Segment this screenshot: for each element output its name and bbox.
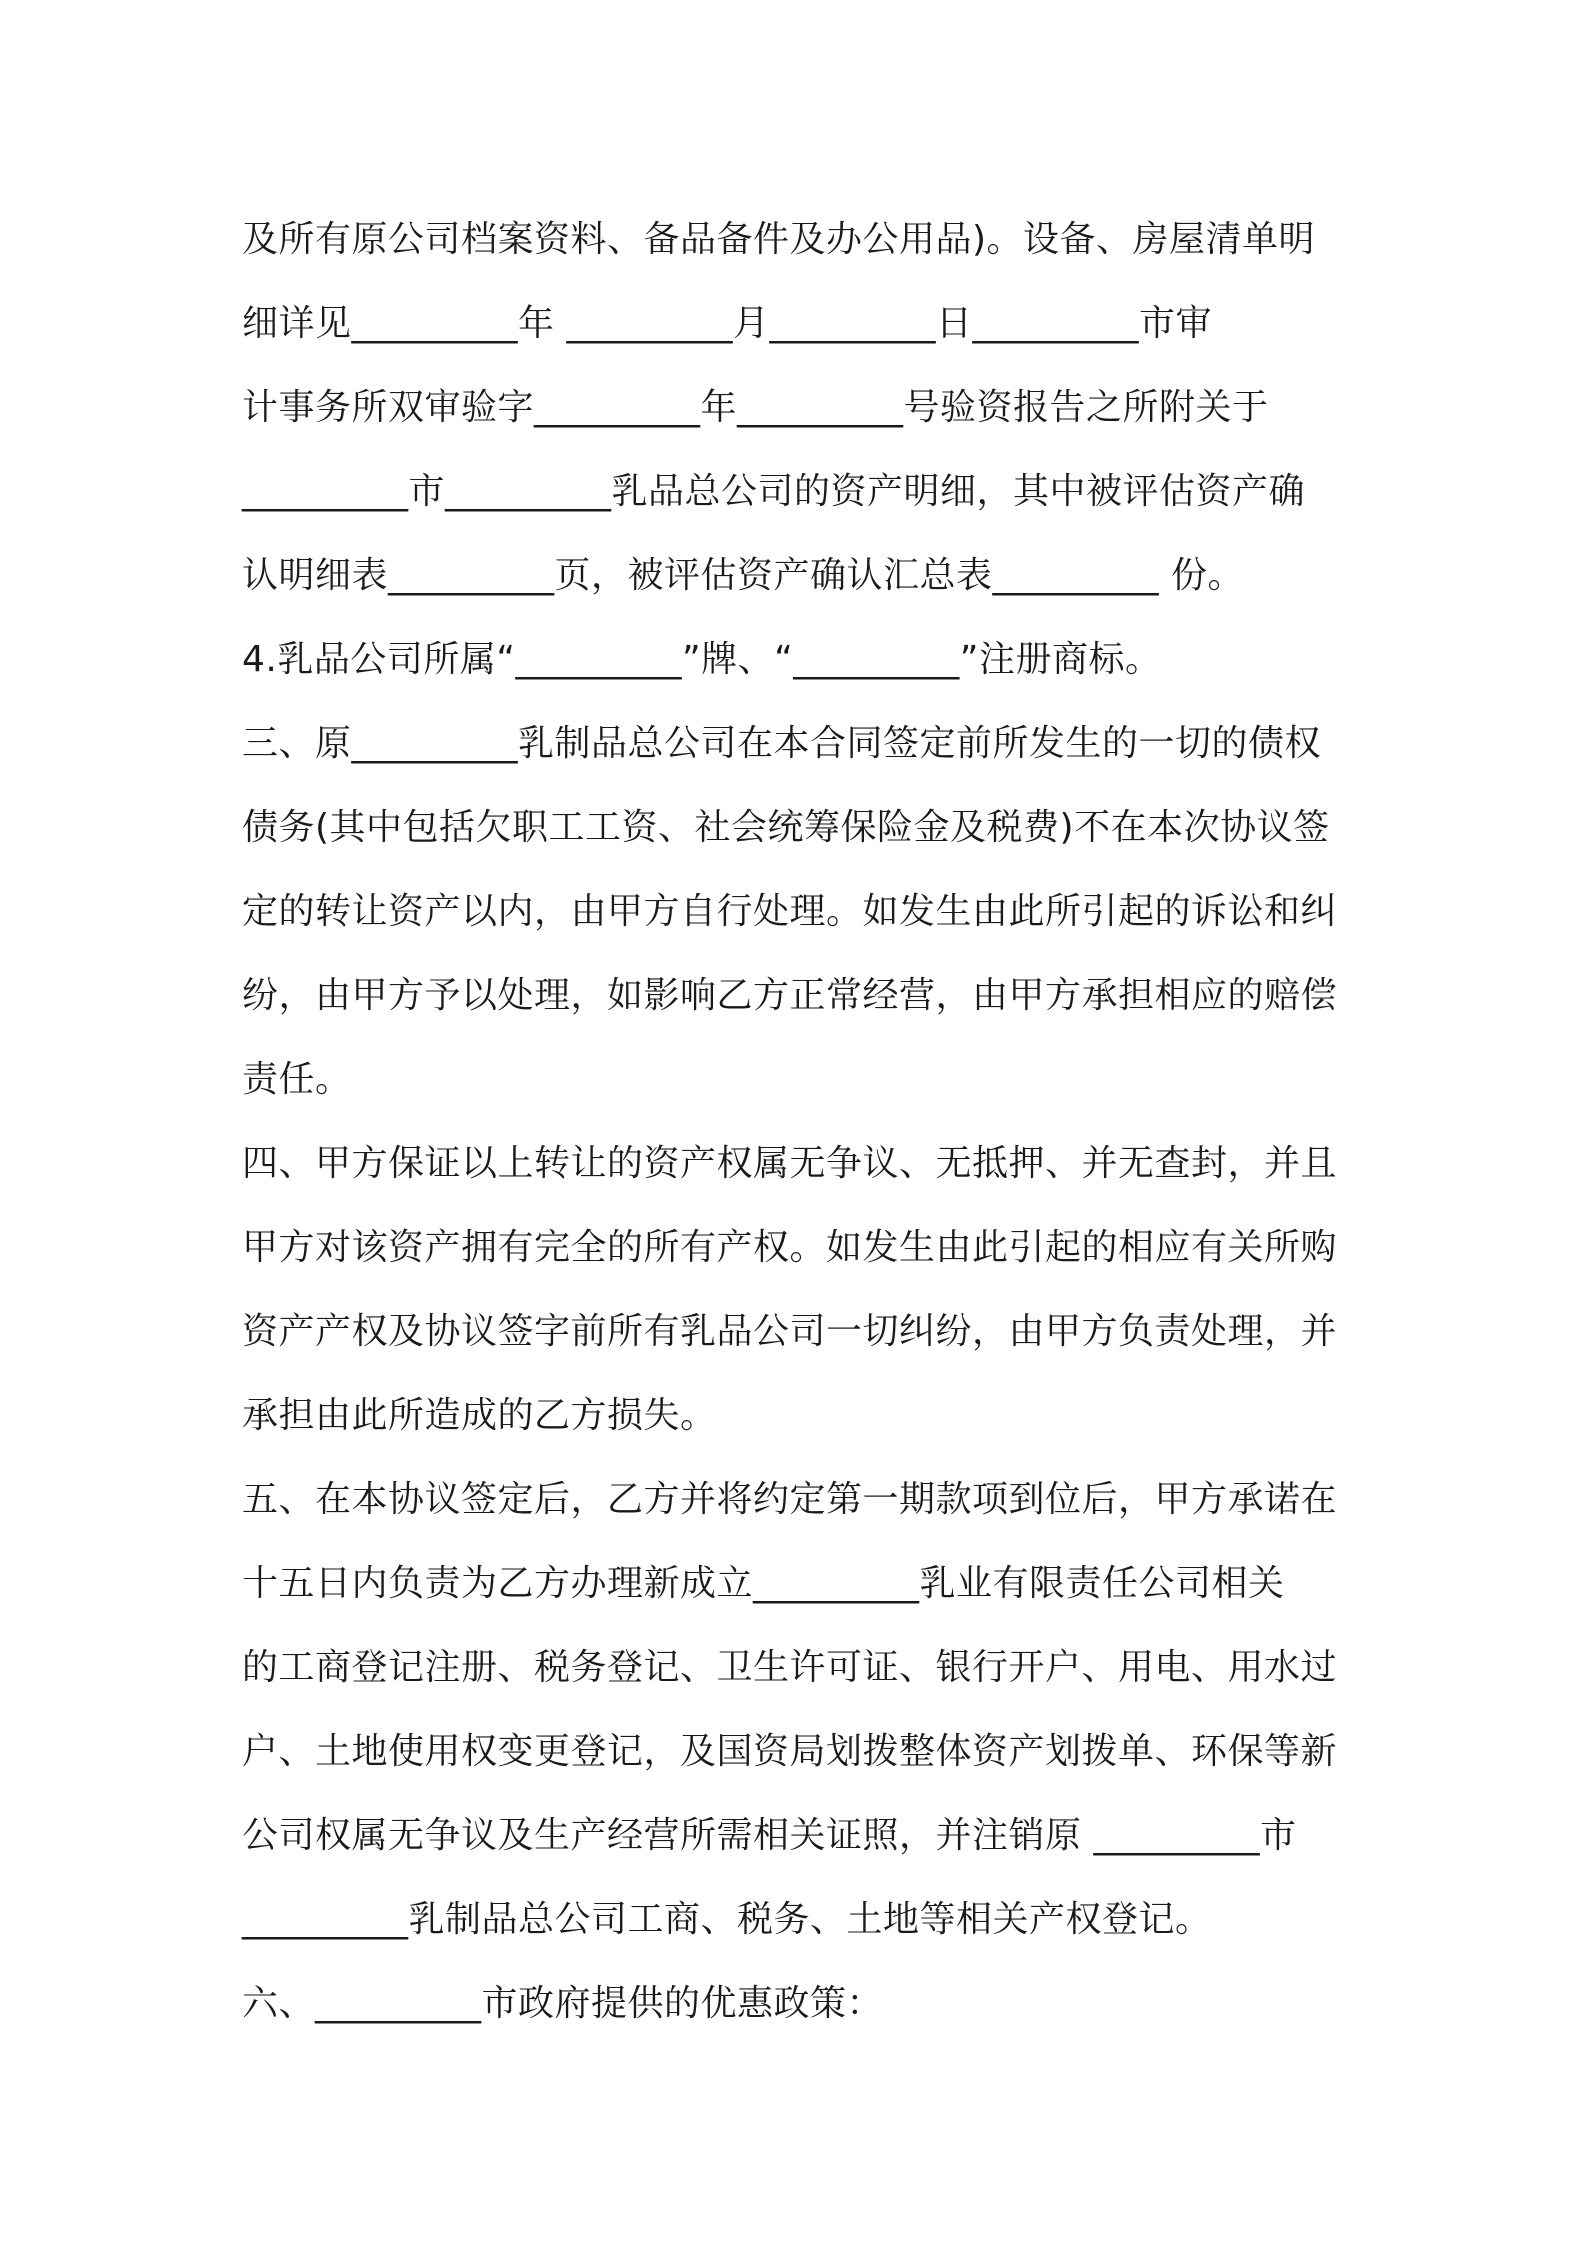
text-line: 认明细表_________页，被评估资产确认汇总表_________ 份。 <box>242 555 1244 596</box>
text-line: 户、土地使用权变更登记，及国资局划拨整体资产划拨单、环保等新 <box>242 1731 1338 1772</box>
document-body <box>242 198 1362 2046</box>
text-line: 计事务所双审验字_________年_________号验资报告之所附关于 <box>242 387 1269 428</box>
text-line: 六、_________市政府提供的优惠政策： <box>242 1983 884 2024</box>
text-line: 甲方对该资产拥有完全的所有产权。如发生由此引起的相应有关所购 <box>242 1227 1338 1268</box>
text-line: 及所有原公司档案资料、备品备件及办公用品)。设备、房屋清单明 <box>242 219 1316 260</box>
text-line: 公司权属无争议及生产经营所需相关证照，并注销原 _________市 <box>242 1815 1297 1856</box>
text-line: 三、原_________乳制品总公司在本合同签定前所发生的一切的债权 <box>242 723 1322 764</box>
text-line: 细详见_________年 _________月_________日_________市审 <box>242 303 1212 344</box>
text-line: _________乳制品总公司工商、税务、土地等相关产权登记。 <box>242 1899 1212 1940</box>
text-line: 债务(其中包括欠职工工资、社会统筹保险金及税费)不在本次协议签 <box>242 807 1330 848</box>
text-line: 五、在本协议签定后，乙方并将约定第一期款项到位后，甲方承诺在 <box>242 1479 1338 1520</box>
text-line: _________市_________乳品总公司的资产明细，其中被评估资产确 <box>242 471 1306 512</box>
text-line: 十五日内负责为乙方办理新成立_________乳业有限责任公司相关 <box>242 1563 1285 1604</box>
text-line: 四、甲方保证以上转让的资产权属无争议、无抵押、并无查封，并且 <box>242 1143 1338 1184</box>
text-line: 纷，由甲方予以处理，如影响乙方正常经营，由甲方承担相应的赔偿 <box>242 975 1338 1016</box>
text-line: 责任。 <box>242 1059 352 1100</box>
text-line: 资产产权及协议签字前所有乳品公司一切纠纷，由甲方负责处理，并 <box>242 1311 1338 1352</box>
text-line: 的工商登记注册、税务登记、卫生许可证、银行开户、用电、用水过 <box>242 1647 1338 1688</box>
text-line: 4.乳品公司所属“_________”牌、“_________”注册商标。 <box>242 639 1162 680</box>
text-line: 定的转让资产以内，由甲方自行处理。如发生由此所引起的诉讼和纠 <box>242 891 1338 932</box>
text-line: 承担由此所造成的乙方损失。 <box>242 1395 717 1436</box>
